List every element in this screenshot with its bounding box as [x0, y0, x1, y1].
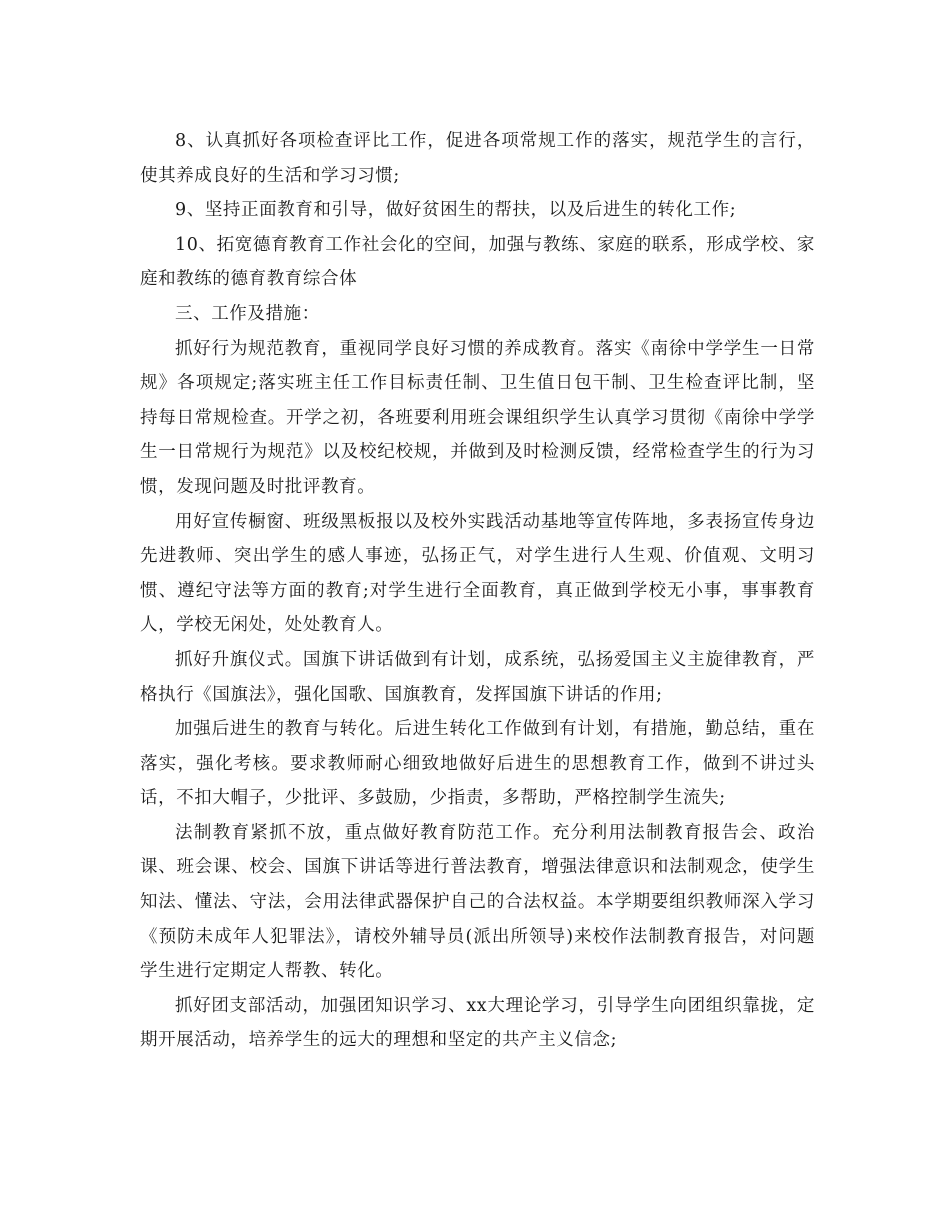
paragraph-item-8: 8、认真抓好各项检查评比工作，促进各项常规工作的落实，规范学生的言行，使其养成良好的生活和学习习惯; — [140, 131, 815, 186]
document-body — [140, 124, 815, 1058]
paragraph-item-9: 9、坚持正面教育和引导，做好贫困生的帮扶，以及后进生的转化工作; — [175, 200, 737, 221]
paragraph-league-activities: 抓好团支部活动，加强团知识学习、xx大理论学习，引导学生向团组织靠拢，定期开展活动，培养学生的远大的理想和坚定的共产主义信念; — [140, 995, 815, 1051]
paragraph-struggling-students: 加强后进生的教育与转化。后进生转化工作做到有计划，有措施，勤总结，重在落实，强化考核。要求教师耐心细致地做好后进生的思想教育工作，做到不讲过头话，不扣大帽子，少批评、多鼓励，少指责，多帮助，严格控制学生流失; — [140, 719, 815, 809]
paragraph-item-10: 10、拓宽德育教育工作社会化的空间，加强与教练、家庭的联系，形成学校、家庭和教练的德育教育综合体 — [140, 234, 815, 290]
paragraph-behavior-norms: 抓好行为规范教育，重视同学良好习惯的养成教育。落实《南徐中学学生一日常规》各项规定;落实班主任工作目标责任制、卫生值日包干制、卫生检查评比制，坚持每日常规检查。开学之初，各班要利用班会课组织学生认真学习贯彻《南徐中学学生一日常规行为规范》以及校纪校规，并做到及时检测反馈，经常检查学生的行为习惯，发现问题及时批评教育。 — [140, 338, 815, 497]
paragraph-legal-education: 法制教育紧抓不放，重点做好教育防范工作。充分利用法制教育报告会、政治课、班会课、校会、国旗下讲话等进行普法教育，增强法律意识和法制观念，使学生知法、懂法、守法，会用法律武器保护自己的合法权益。本学期要组织教师深入学习《预防未成年人犯罪法》，请校外辅导员(派出所领导)来校作法制教育报告，对问题学生进行定期定人帮教、转化。 — [140, 822, 815, 982]
section-heading: 三、工作及措施： — [175, 303, 320, 324]
paragraph-flag-ceremony: 抓好升旗仪式。国旗下讲话做到有计划，成系统，弘扬爱国主义主旋律教育，严格执行《国旗法》，强化国歌、国旗教育，发挥国旗下讲话的作用; — [140, 649, 815, 705]
paragraph-publicity: 用好宣传橱窗、班级黑板报以及校外实践活动基地等宣传阵地，多表扬宣传身边先进教师、突出学生的感人事迹，弘扬正气，对学生进行人生观、价值观、文明习惯、遵纪守法等方面的教育;对学生进行全面教育，真正做到学校无小事，事事教育人，学校无闲处，处处教育人。 — [140, 511, 815, 636]
